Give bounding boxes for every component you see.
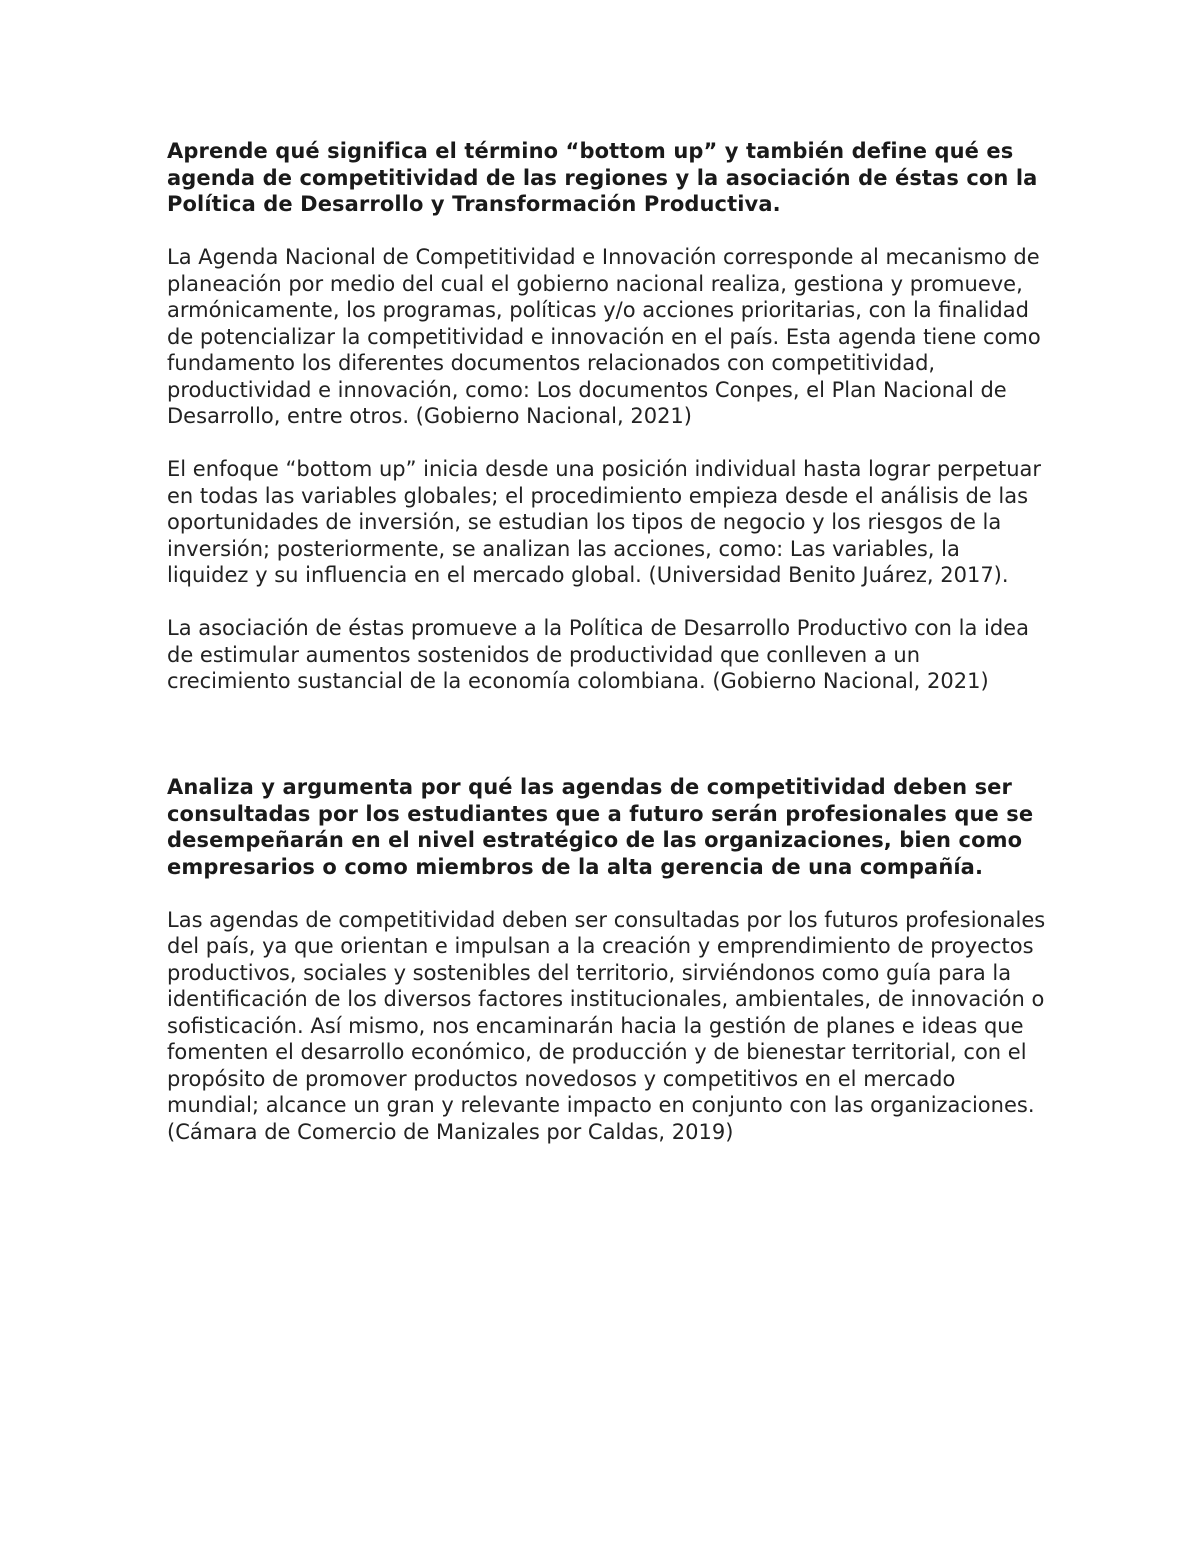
section-heading: Analiza y argumenta por qué las agendas de competitividad deben ser consultadas por los estudiantes que a futuro serán profesionales que se desempeñarán en el nivel estratégico de las organizaciones, bien como empresarios o como miembros de la alta gerencia de una compañía. [167,775,1034,879]
section-heading: Aprende qué significa el término “bottom up” y también define qué es agenda de competitividad de las regiones y la asociación de éstas con la Política de Desarrollo y Transformación Productiva. [167,139,1038,216]
section-bottom-up [167,138,1047,695]
paragraph-agenda-nacional: La Agenda Nacional de Competitividad e Innovación corresponde al mecanismo de planeación por medio del cual el gobierno nacional realiza, gestiona y promueve, armónicamente, los programas, políticas y/o acciones prioritarias, con la finalidad de potencializar la competitividad e innovación en el país. Esta agenda tiene como fundamento los diferentes documentos relacionados con competitividad, productividad e innovación, como: Los documentos Conpes, el Plan Nacional de Desarrollo, entre otros. (Gobierno Nacional, 2021) [167,245,1041,428]
paragraph-bottom-up: El enfoque “bottom up” inicia desde una posición individual hasta lograr perpetuar en todas las variables globales; el procedimiento empieza desde el análisis de las oportunidades de inversión, se estudian los tipos de negocio y los riesgos de la inversión; posteriormente, se analizan las acciones, como: Las variables, la liquidez y su influencia en el mercado global. (Universidad Benito Juárez, 2017). [167,457,1042,587]
document-body [167,138,1047,1145]
section-agendas-competitividad [167,774,1047,1145]
paragraph-futuros-profesionales: Las agendas de competitividad deben ser consultadas por los futuros profesionales del país, ya que orientan e impulsan a la creación y emprendimiento de proyectos productivos, sociales y sostenibles del territorio, sirviéndonos como guía para la identificación de los diversos factores institucionales, ambientales, de innovación o sofisticación. Así mismo, nos encaminarán hacia la gestión de planes e ideas que fomenten el desarrollo económico, de producción y de bienestar territorial, con el propósito de promover productos novedosos y competitivos en el mercado mundial; alcance un gran y relevante impacto en conjunto con las organizaciones. (Cámara de Comercio de Manizales por Caldas, 2019) [167,907,1046,1144]
paragraph-asociacion: La asociación de éstas promueve a la Política de Desarrollo Productivo con la idea de estimular aumentos sostenidos de productividad que conlleven a un crecimiento sustancial de la economía colombiana. (Gobierno Nacional, 2021) [167,616,1029,693]
